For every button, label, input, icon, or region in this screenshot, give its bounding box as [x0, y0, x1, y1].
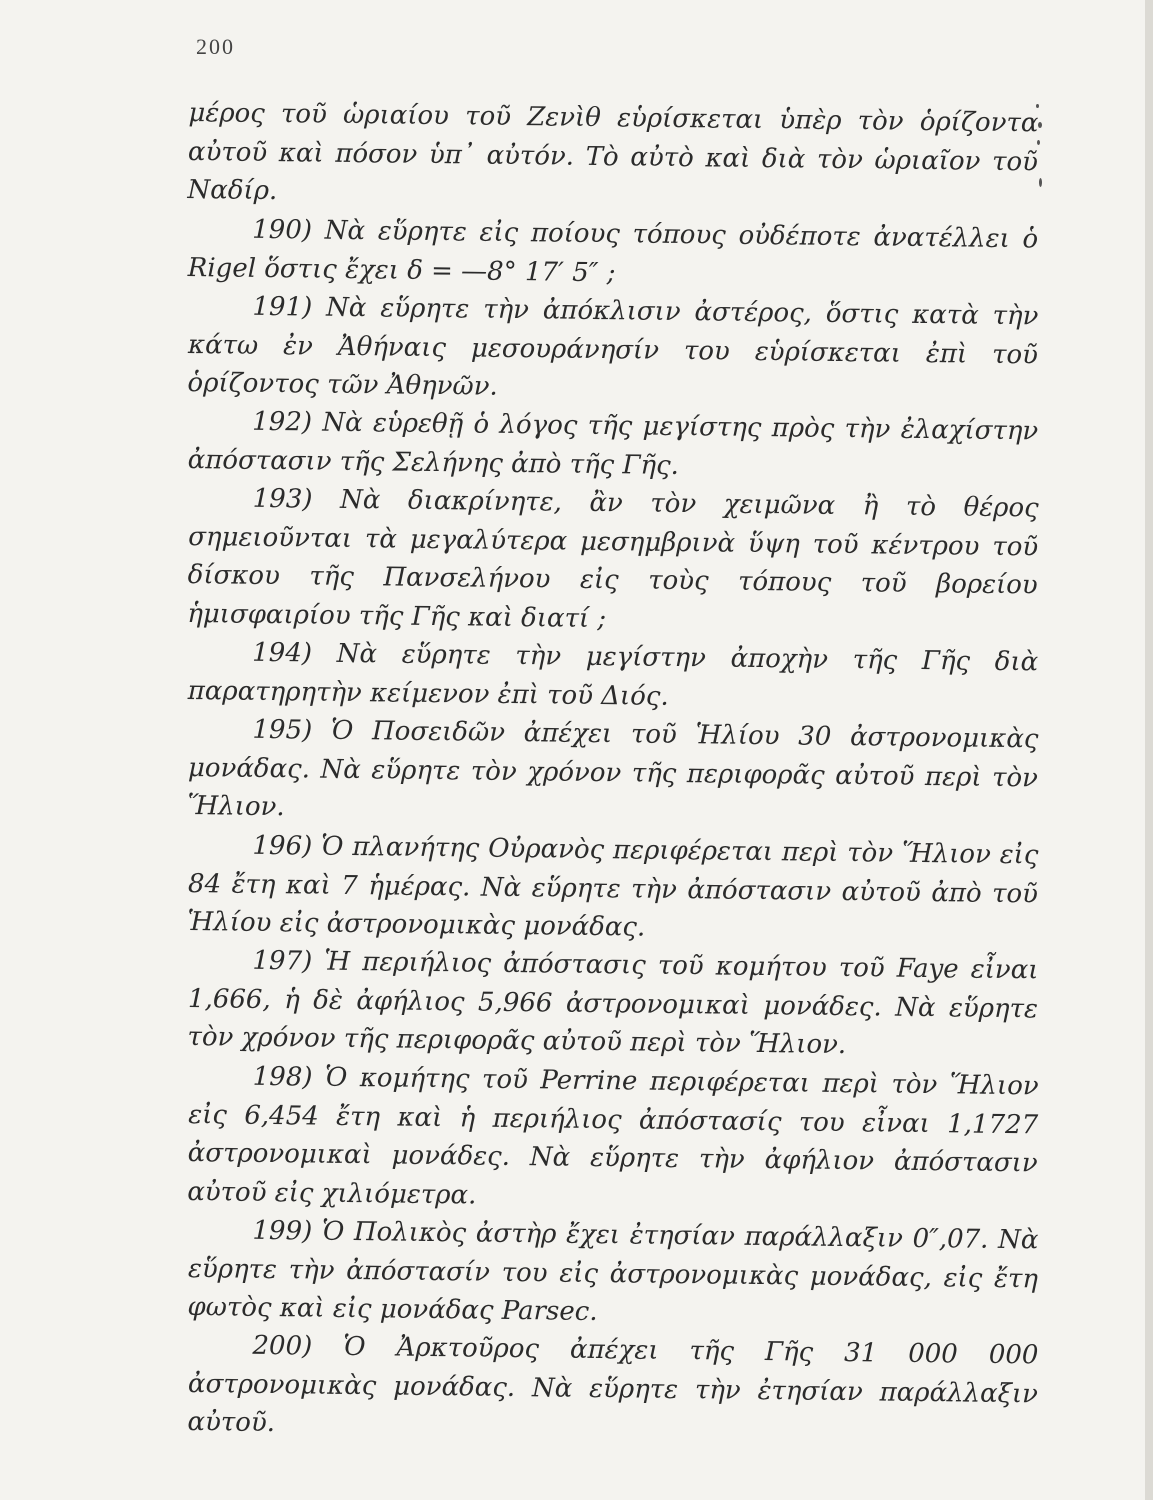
exercise-194 [188, 633, 1039, 720]
page-number: 200 [196, 34, 235, 59]
exercise-text [188, 94, 1038, 1442]
exercise-195 [187, 710, 1038, 836]
exercise-number: 195) [252, 714, 313, 746]
exercise-198 [187, 1057, 1039, 1221]
exercise-text: Ἡ περιήλιος ἀπόστασις τοῦ κομήτου τοῦ Faye εἶναι 1,666, ἡ δὲ ἀφήλιος 5,966 ἀστρονομικαὶ μονάδες. Νὰ εὕρητε τὸν χρόνον τῆς περιφορᾶς αὐτοῦ περὶ τὸν Ἥλιον. [187, 946, 1039, 1061]
exercise-number: 200) [252, 1330, 313, 1362]
exercise-196 [187, 826, 1038, 952]
exercise-197 [187, 941, 1038, 1067]
exercise-192 [188, 402, 1039, 489]
exercise-text: Νὰ εὕρητε τὴν ἀπόκλισιν ἀστέρος, ὅστις κατὰ τὴν κάτω ἐν Ἀθήναις μεσουράνησίν του εὑρίσκεται ἐπὶ τοῦ ὁρίζοντος τῶν Ἀθηνῶν. [187, 292, 1039, 402]
exercise-number: 196) [252, 830, 313, 862]
exercise-number: 190) [252, 214, 313, 246]
exercise-199 [187, 1211, 1038, 1337]
exercise-text: Νὰ εὑρεθῇ ὁ λόγος τῆς μεγίστης πρὸς τὴν ἐλαχίστην ἀπόστασιν τῆς Σελήνης ἀπὸ τῆς Γῆς. [187, 407, 1039, 481]
paragraph-text: μέρος τοῦ ὡριαίου τοῦ Ζενὶθ εὑρίσκεται ὑπὲρ τὸν ὁρίζοντα αὐτοῦ καὶ πόσον ὑπ᾽ αὐτόν. Τὸ αὐτὸ καὶ διὰ τὸν ὡριαῖον τοῦ Ναδίρ. [187, 98, 1039, 207]
page-edge-shadow [1145, 0, 1153, 1500]
exercise-text: Νὰ εὕρητε εἰς ποίους τόπους οὐδέποτε ἀνατέλλει ὁ Rigel ὅστις ἔχει δ = —8° 17′ 5″ ; [187, 215, 1039, 288]
exercise-200 [187, 1326, 1038, 1452]
exercise-number: 199) [252, 1215, 313, 1247]
exercise-text: Ὁ Πολικὸς ἀστὴρ ἔχει ἐτησίαν παράλλαξιν 0″,07. Νὰ εὕρητε τὴν ἀπόστασίν του εἰς ἀστρονομικὰς μονάδας, εἰς ἔτη φωτὸς καὶ εἰς μονάδας Parsec. [187, 1216, 1039, 1327]
paragraph-continuation [187, 94, 1038, 220]
exercise-190 [188, 210, 1039, 297]
exercise-text: Ὁ κομήτης τοῦ Perrine περιφέρεται περὶ τὸν Ἥλιον εἰς 6,454 ἔτη καὶ ἡ περιήλιος ἀπόστασίς του εἶναι 1,1727 ἀστρονομικαὶ μονάδες. Νὰ εὕρητε τὴν ἀφήλιον ἀπόστασιν αὐτοῦ εἰς χιλιόμετρα. [187, 1062, 1039, 1210]
exercise-text: Ὁ Ποσειδῶν ἀπέχει τοῦ Ἡλίου 30 ἀστρονομικὰς μονάδας. Νὰ εὕρητε τὸν χρόνον τῆς περιφορᾶς αὐτοῦ περὶ τὸν Ἥλιον. [187, 715, 1039, 823]
exercise-193 [187, 479, 1039, 643]
exercise-text: Νὰ εὕρητε τὴν μεγίστην ἀποχὴν τῆς Γῆς διὰ παρατηρητὴν κείμενον ἐπὶ τοῦ Διός. [187, 638, 1039, 712]
exercise-191 [187, 287, 1038, 413]
exercise-text: Ὁ Ἀρκτοῦρος ἀπέχει τῆς Γῆς 31 000 000 ἀστρονομικὰς μονάδας. Νὰ εὕρητε τὴν ἐτησίαν παράλλαξιν αὐτοῦ. [187, 1331, 1039, 1439]
exercise-text: Νὰ διακρίνητε, ἂν τὸν χειμῶνα ἢ τὸ θέρος σημειοῦνται τὰ μεγαλύτερα μεσημβρινὰ ὕψη τοῦ κέντρου τοῦ δίσκου τῆς Πανσελήνου εἰς τοὺς τόπους τοῦ βορείου ἡμισφαιρίου τῆς Γῆς καὶ διατί ; [187, 484, 1039, 634]
exercise-text: Ὁ πλανήτης Οὐρανὸς περιφέρεται περὶ τὸν Ἥλιον εἰς 84 ἔτη καὶ 7 ἡμέρας. Νὰ εὕρητε τὴν ἀπόστασιν αὐτοῦ ἀπὸ τοῦ Ἡλίου εἰς ἀστρονομικὰς μονάδας. [187, 831, 1039, 943]
exercise-number: 193) [252, 483, 313, 515]
exercise-number: 191) [252, 291, 313, 323]
exercise-number: 192) [252, 406, 313, 438]
exercise-number: 198) [252, 1061, 313, 1093]
exercise-number: 197) [252, 945, 313, 977]
exercise-number: 194) [252, 637, 313, 669]
